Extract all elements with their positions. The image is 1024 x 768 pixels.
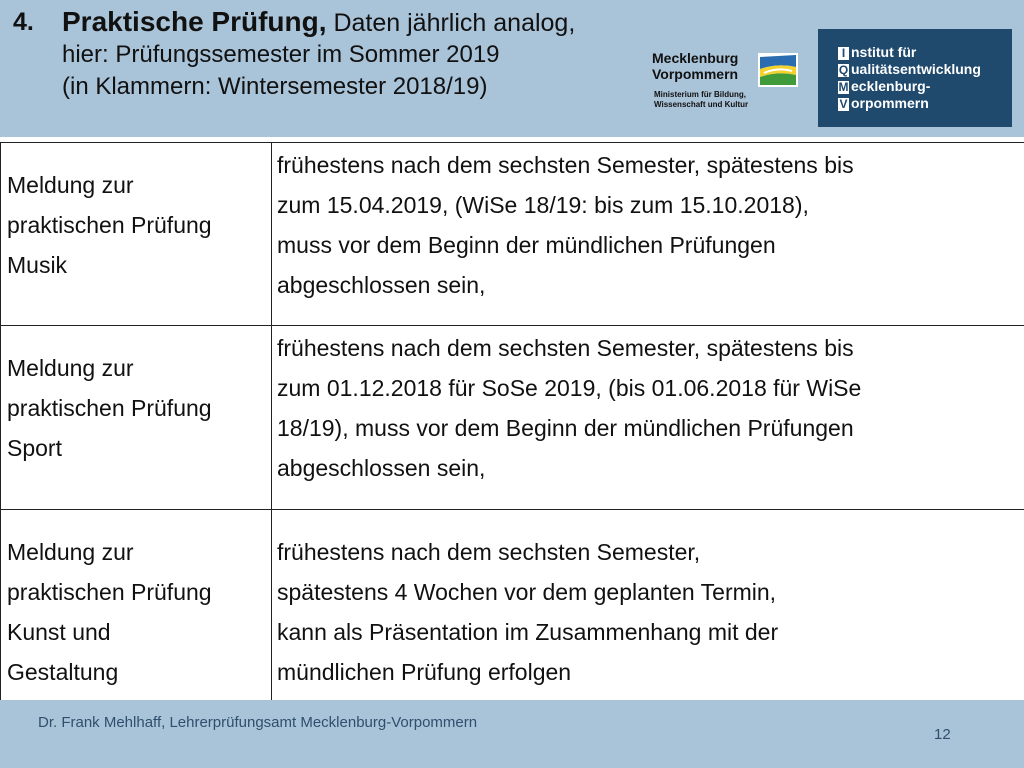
iqmv-row bbox=[838, 45, 916, 60]
row-text-line: frühestens nach dem sechsten Semester, spätestens bis bbox=[277, 152, 854, 178]
slide-title bbox=[62, 6, 682, 103]
mv-logo-sub-line2: Wissenschaft und Kultur bbox=[654, 100, 749, 109]
row-label-line: Meldung zur bbox=[7, 539, 134, 565]
row-text-cell bbox=[272, 143, 1024, 326]
table-row bbox=[1, 143, 1024, 326]
row-text-line: frühestens nach dem sechsten Semester, bbox=[277, 539, 701, 565]
iqmv-text: ecklenburg- bbox=[851, 78, 931, 94]
table-row bbox=[1, 326, 1024, 510]
mv-logo-name-line2: Vorpommern bbox=[652, 66, 739, 82]
row-label-cell bbox=[1, 326, 272, 510]
row-label-cell bbox=[1, 143, 272, 326]
row-text-line: spätestens 4 Wochen vor dem geplanten Termin, bbox=[277, 579, 777, 605]
row-text-line: frühestens nach dem sechsten Semester, spätestens bis bbox=[277, 335, 854, 361]
row-text-line: muss vor dem Beginn der mündlichen Prüfungen bbox=[277, 232, 776, 258]
iqmv-letter: Q bbox=[838, 63, 849, 77]
mv-flag-icon bbox=[758, 53, 798, 87]
page-number: 12 bbox=[934, 726, 951, 743]
title-rest: Daten jährlich analog, bbox=[326, 9, 576, 37]
exam-deadlines-table bbox=[0, 142, 1024, 735]
row-text-line: mündlichen Prüfung erfolgen bbox=[277, 659, 572, 685]
iqmv-letter: I bbox=[838, 47, 849, 60]
title-bold: Praktische Prüfung, bbox=[62, 6, 327, 37]
iqmv-row bbox=[838, 79, 930, 94]
slide-header bbox=[0, 0, 1024, 137]
mv-logo-sub-line1: Ministerium für Bildung, bbox=[654, 90, 746, 99]
footer-author: Dr. Frank Mehlhaff, Lehrerprüfungsamt Mecklenburg-Vorpommern bbox=[38, 714, 478, 731]
title-line-3: (in Klammern: Wintersemester 2018/19) bbox=[62, 73, 488, 100]
row-text-line: abgeschlossen sein, bbox=[277, 272, 486, 298]
row-label-line: praktischen Prüfung bbox=[7, 579, 212, 605]
row-label-line: Meldung zur bbox=[7, 355, 134, 381]
row-label-line: Gestaltung bbox=[7, 659, 119, 685]
iqmv-text: nstitut für bbox=[851, 44, 917, 60]
row-text-line: abgeschlossen sein, bbox=[277, 455, 486, 481]
iqmv-row bbox=[838, 96, 929, 111]
iqmv-letter: M bbox=[838, 80, 849, 94]
section-number: 4. bbox=[13, 8, 34, 36]
row-label-line: Kunst und bbox=[7, 619, 111, 645]
row-label-line: Sport bbox=[7, 435, 62, 461]
iqmv-row bbox=[838, 62, 981, 77]
mv-logo-name-line1: Mecklenburg bbox=[652, 50, 739, 66]
title-line-2: hier: Prüfungssemester im Sommer 2019 bbox=[62, 41, 500, 68]
row-text-line: zum 01.12.2018 für SoSe 2019, (bis 01.06.2018 für WiSe bbox=[277, 375, 862, 401]
mv-logo-subtitle bbox=[654, 90, 748, 110]
row-label-line: praktischen Prüfung bbox=[7, 212, 212, 238]
row-text-line: 18/19), muss vor dem Beginn der mündlichen Prüfungen bbox=[277, 415, 854, 441]
iqmv-logo bbox=[818, 29, 1012, 127]
row-label-line: Meldung zur bbox=[7, 172, 134, 198]
iqmv-text: ualitätsentwicklung bbox=[851, 61, 981, 77]
mv-logo-name bbox=[652, 50, 738, 82]
iqmv-text: orpommern bbox=[851, 95, 929, 111]
title-line-1 bbox=[62, 6, 682, 39]
row-text-cell bbox=[272, 326, 1024, 510]
mv-ministry-logo bbox=[652, 50, 802, 120]
row-text-line: kann als Präsentation im Zusammenhang mit der bbox=[277, 619, 779, 645]
row-text-line: zum 15.04.2019, (WiSe 18/19: bis zum 15.10.2018), bbox=[277, 192, 809, 218]
iqmv-letter: V bbox=[839, 97, 848, 111]
row-label-line: praktischen Prüfung bbox=[7, 395, 212, 421]
row-label-line: Musik bbox=[7, 252, 68, 278]
slide-footer bbox=[0, 700, 1024, 768]
